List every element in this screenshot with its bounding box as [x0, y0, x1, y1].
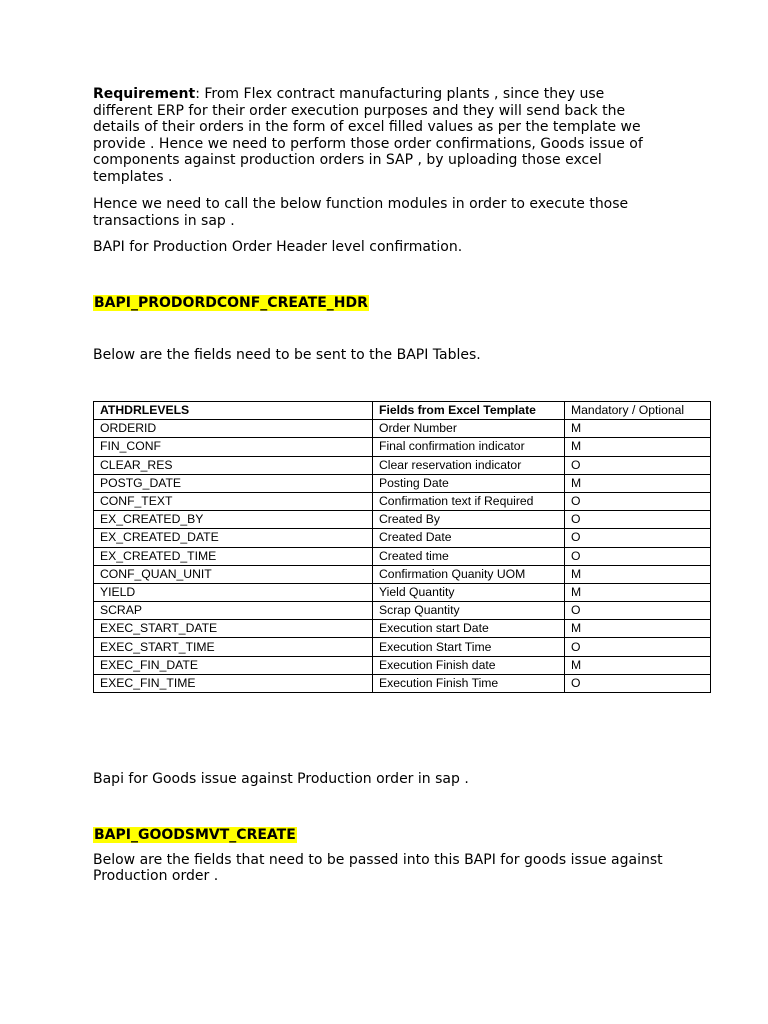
table-cell: M [565, 656, 711, 674]
table-body [94, 402, 711, 693]
table-cell: Execution Start Time [373, 638, 565, 656]
table-cell: Final confirmation indicator [373, 438, 565, 456]
table-spacer [93, 693, 663, 771]
table-cell: Created By [373, 511, 565, 529]
table-row [94, 620, 711, 638]
table-cell: O [565, 638, 711, 656]
table-cell: ORDERID [94, 420, 373, 438]
table-cell: O [565, 456, 711, 474]
table-row [94, 511, 711, 529]
table-cell: FIN_CONF [94, 438, 373, 456]
hence-paragraph: Hence we need to call the below function modules in order to execute those transactions in sap . [93, 196, 629, 229]
table-cell: Created Date [373, 529, 565, 547]
table-row [94, 456, 711, 474]
table-cell: M [565, 620, 711, 638]
table-header-row [94, 402, 711, 420]
table-cell: Created time [373, 547, 565, 565]
bapi-goods-name: BAPI_GOODSMVT_CREATE [94, 826, 296, 843]
table-cell: CONF_QUAN_UNIT [94, 565, 373, 583]
table-cell: EXEC_FIN_TIME [94, 674, 373, 692]
table-row [94, 656, 711, 674]
table-cell: EX_CREATED_TIME [94, 547, 373, 565]
requirement-label: Requirement [93, 86, 196, 102]
table-cell: EX_CREATED_BY [94, 511, 373, 529]
table-cell: Execution Finish date [373, 656, 565, 674]
table-row [94, 474, 711, 492]
table-cell: O [565, 529, 711, 547]
table-cell: EX_CREATED_DATE [94, 529, 373, 547]
table-cell: EXEC_FIN_DATE [94, 656, 373, 674]
table-cell: M [565, 420, 711, 438]
table-row [94, 492, 711, 510]
table-row [94, 674, 711, 692]
table-cell: EXEC_START_DATE [94, 620, 373, 638]
table-cell: O [565, 511, 711, 529]
bapi-header-name: BAPI_PRODORDCONF_CREATE_HDR [94, 294, 368, 311]
table-cell: CONF_TEXT [94, 492, 373, 510]
table-row [94, 602, 711, 620]
table-cell: M [565, 583, 711, 601]
requirement-paragraph [93, 86, 663, 185]
table-cell: EXEC_START_TIME [94, 638, 373, 656]
requirement-text: : From Flex contract manufacturing plants , since they use different ERP for their order execution purposes and they will send back the details of their orders in the form of excel filled values as per the template we provide . Hence we need to perform those order confirmations, Goods issue of components against production orders in SAP , by uploading those excel templates . [93, 86, 643, 185]
fields-intro: Below are the fields need to be sent to the BAPI Tables. [93, 346, 481, 363]
table-cell: YIELD [94, 583, 373, 601]
table-row [94, 438, 711, 456]
table-cell: M [565, 474, 711, 492]
goods-fields-intro: Below are the fields that need to be passed into this BAPI for goods issue against Production order . [93, 851, 663, 884]
table-cell: Confirmation Quanity UOM [373, 565, 565, 583]
table-row [94, 547, 711, 565]
document-page [93, 86, 685, 885]
table-cell: O [565, 602, 711, 620]
bapi-fields-table [93, 401, 711, 693]
table-cell: Confirmation text if Required [373, 492, 565, 510]
table-row [94, 565, 711, 583]
table-cell: SCRAP [94, 602, 373, 620]
table-cell: POSTG_DATE [94, 474, 373, 492]
table-cell: Scrap Quantity [373, 602, 565, 620]
table-cell: M [565, 565, 711, 583]
table-cell: Order Number [373, 420, 565, 438]
table-cell: Clear reservation indicator [373, 456, 565, 474]
bapi-goods-heading-wrap [93, 824, 663, 843]
table-cell: O [565, 492, 711, 510]
table-cell: Yield Quantity [373, 583, 565, 601]
table-header-cell: Fields from Excel Template [373, 402, 565, 420]
table-cell: Execution start Date [373, 620, 565, 638]
bapi-goods-intro: Bapi for Goods issue against Production order in sap . [93, 771, 469, 787]
table-cell: CLEAR_RES [94, 456, 373, 474]
bapi-header-heading-wrap [93, 292, 663, 311]
table-cell: O [565, 674, 711, 692]
table-cell: Posting Date [373, 474, 565, 492]
table-row [94, 583, 711, 601]
table-cell: O [565, 547, 711, 565]
table-header-cell: ATHDRLEVELS [94, 402, 373, 420]
table-header-cell: Mandatory / Optional [565, 402, 711, 420]
table-cell: Execution Finish Time [373, 674, 565, 692]
bapi-header-intro: BAPI for Production Order Header level confirmation. [93, 239, 463, 255]
table-row [94, 420, 711, 438]
table-cell: M [565, 438, 711, 456]
table-row [94, 529, 711, 547]
table-row [94, 638, 711, 656]
